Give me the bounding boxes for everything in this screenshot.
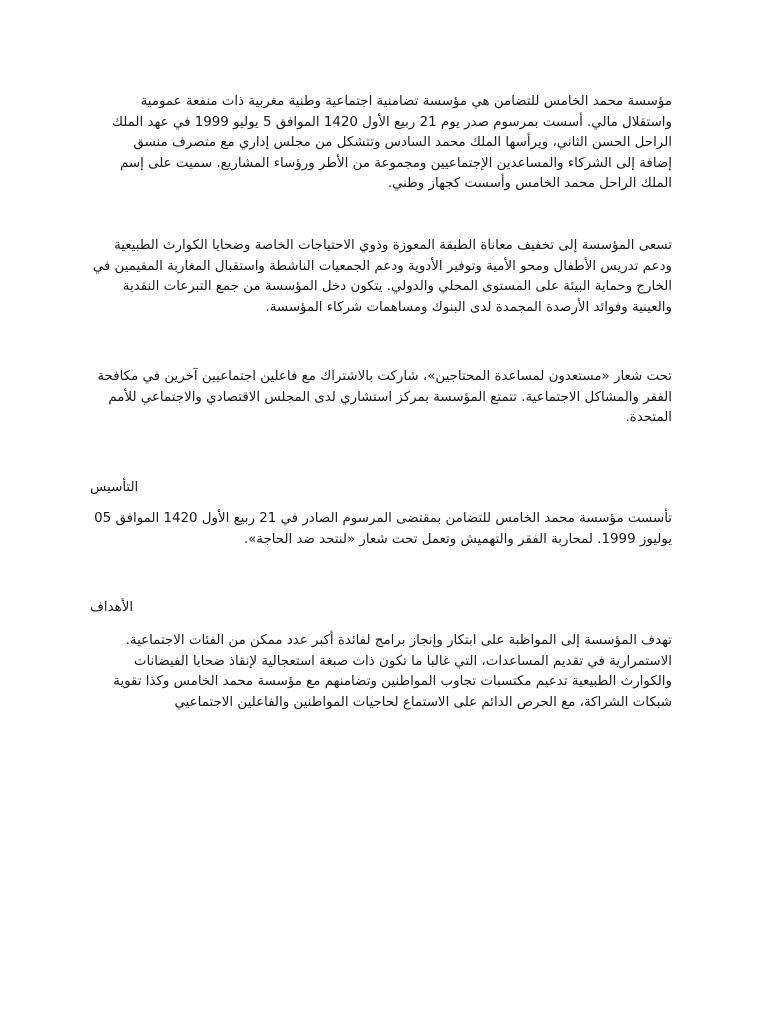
goals-heading: الأهداف [90,600,134,615]
slogan-paragraph [90,367,672,429]
goals-line: الاستمرارية في تقديم المساعدات، التي غالبا ما تكون ذات صبغة استعجالية لإنقاذ ضحايا الفيضانات [133,653,672,669]
mission-line: ودعم تدريس الأطفال ومحو الأمية وتوفير الأدوية ودعم الجمعيات الناشطة واستقبال المغاربة المقيمين في [92,258,672,274]
mission-line: الخارج وحماية البيئة على المستوى المحلي والدولي. يتكون دخل المؤسسة من جمع التبرعات النقدية [122,279,672,294]
slogan-line: تحت شعار «مستعدون لمساعدة المحتاجين»، شاركت بالاشتراك مع فاعلين اجتماعيين آخرين في مكافحة [97,369,672,384]
slogan-line: المتحدة. [625,410,672,425]
slogan-line: الفقر والمشاكل الاجتماعية. تتمتع المؤسسة بمركز استشاري لدى المجلس الاقتصادي والاجتماعي للأمم [108,389,672,405]
intro-line: إضافة إلى الشركاء والمساعدين الإجتماعيين ومجموعة من الأطر ورؤساء المشاريع. سميت على إسم [119,155,672,171]
intro-line: واستقلال مالي. أسست بمرسوم صدر يوم 21 ربيع الأول 1420 الموافق 5 يوليو 1999 في عهد الملك [111,114,672,130]
goals-line: تهدف المؤسسة إلى المواظبة على ابتكار وإنجاز برامج لفائدة أكبر عدد ممكن من الفئات الاجتماعية. [125,633,672,648]
intro-line: الراحل الحسن الثاني، ويرأسها الملك محمد السادس وتتشكل من مجلس إداري مع متصرف منسق [133,135,672,150]
founding-heading: التأسيس [90,480,139,495]
intro-line: مؤسسة محمد الخامس للتضامن هي مؤسسة تضامنية اجتماعية وطنية مغربية ذات منفعة عمومية [140,94,672,109]
mission-line: والعينية وفوائد الأرصدة المجمدة لدى البنوك ومساهمات شركاء المؤسسة. [265,299,672,315]
founding-line: تأسست مؤسسة محمد الخامس للتضامن بمقتضى المرسوم الصادر في 21 ربيع الأول 1420 الموافق 05 [94,511,672,526]
intro-line: الملك الراحل محمد الخامس وأسست كجهاز وطني. [387,176,672,191]
founding-line: يوليوز 1999. لمحاربة الفقر والتهميش وتعمل تحت شعار «لنتحد ضد الحاجة». [243,531,672,547]
mission-paragraph [90,236,672,318]
mission-line: تسعى المؤسسة إلى تخفيف معاناة الطبقة المعوزة وذوي الاحتياجات الخاصة وضحايا الكوارث الطبيعية [114,238,672,253]
goals-line: والكوارث الطبيعية تدعيم مكتسبات تجاوب المواطنين وتضامنهم مع مؤسسة محمد الخامس وكذا تقوية [113,674,672,689]
intro-paragraph [90,92,672,195]
goals-line: شبكات الشراكة، مع الحرص الدائم على الاستماع لحاجيات المواطنين والفاعلين الاجتماعيي [174,694,672,710]
goals-paragraph [90,631,672,713]
founding-paragraph [90,509,672,550]
